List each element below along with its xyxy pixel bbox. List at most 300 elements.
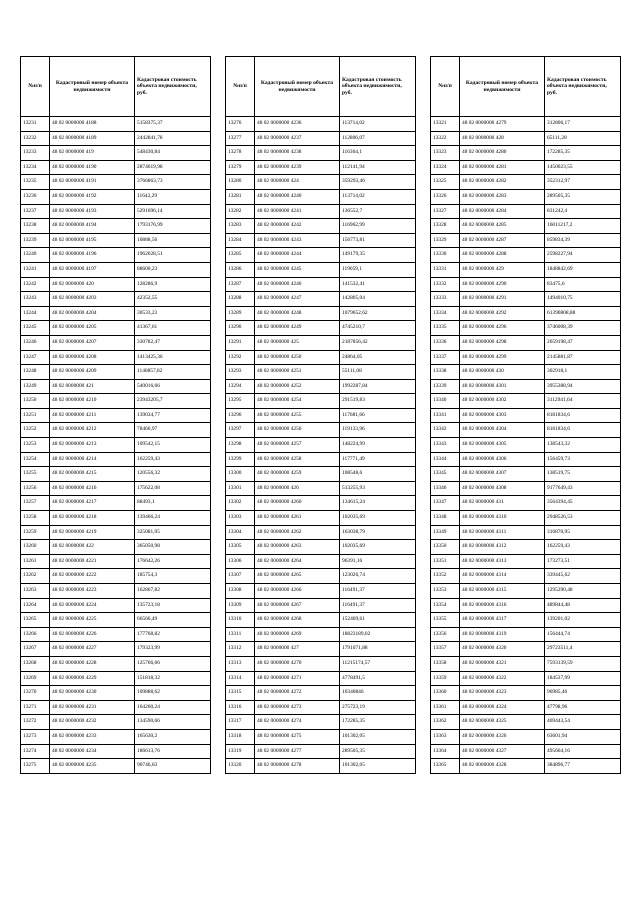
cell-num: 13250 (21, 394, 50, 409)
cell-cadastral-value: 117771,49 (340, 452, 416, 467)
cell-num: 13293 (226, 365, 255, 380)
cell-cadastral-number: 48 02 0000000 4266 (255, 584, 340, 599)
header-num: №п/п (21, 57, 50, 117)
table-row (226, 160, 416, 175)
cell-cadastral-value: 289505,35 (545, 189, 621, 204)
cell-num: 13326 (431, 189, 460, 204)
cell-cadastral-number: 48 02 0000000 4192 (50, 189, 135, 204)
cell-num: 13241 (21, 262, 50, 277)
cell-cadastral-number: 48 02 0000000 4249 (255, 321, 340, 336)
cell-cadastral-value: 63601,94 (545, 729, 621, 744)
cell-cadastral-number: 48 02 0000000 4228 (50, 656, 135, 671)
cell-num: 13260 (21, 540, 50, 555)
cell-num: 13309 (226, 598, 255, 613)
cell-cadastral-number: 48 02 0000000 4231 (50, 700, 135, 715)
cell-cadastral-number: 48 02 0000000 4267 (255, 598, 340, 613)
cell-cadastral-value: 165630,2 (135, 729, 211, 744)
table-row (226, 233, 416, 248)
cell-num: 13296 (226, 408, 255, 423)
cell-cadastral-value: 5158375,37 (135, 117, 211, 132)
table-row (431, 189, 621, 204)
cell-cadastral-number: 48 02 0000000 4281 (460, 160, 545, 175)
cell-cadastral-number: 48 02 0000000 4280 (460, 146, 545, 161)
header-value: Кадастровая стоимость объекта недвижимости, руб. (545, 57, 621, 117)
cell-num: 13287 (226, 277, 255, 292)
cell-num: 13300 (226, 467, 255, 482)
table-row (226, 584, 416, 599)
cell-cadastral-value: 29723511,4 (545, 642, 621, 657)
cell-cadastral-value: 96391,16 (340, 554, 416, 569)
cell-cadastral-number: 48 02 0000000 4235 (50, 759, 135, 774)
cell-cadastral-number: 48 02 0000000 4290 (460, 277, 545, 292)
table-row (21, 306, 211, 321)
cell-num: 13291 (226, 335, 255, 350)
cell-num: 13345 (431, 467, 460, 482)
cell-cadastral-number: 48 02 0000000 4215 (50, 467, 135, 482)
table-row (431, 248, 621, 263)
cell-cadastral-number: 48 02 0000000 4190 (50, 160, 135, 175)
cell-num: 13288 (226, 292, 255, 307)
cell-cadastral-number: 48 02 0000000 4305 (460, 438, 545, 453)
cell-cadastral-value: 3564394,45 (545, 496, 621, 511)
table-row (226, 204, 416, 219)
cell-cadastral-number: 48 02 0000000 4275 (255, 729, 340, 744)
cell-cadastral-number: 48 02 0000000 429 (460, 262, 545, 277)
cell-cadastral-number: 48 02 0000000 4319 (460, 627, 545, 642)
cell-num: 13301 (226, 481, 255, 496)
cell-num: 13362 (431, 715, 460, 730)
cell-num: 13349 (431, 525, 460, 540)
table-row (226, 146, 416, 161)
cell-num: 13311 (226, 627, 255, 642)
table-row (21, 569, 211, 584)
cell-cadastral-value: 175622,08 (135, 481, 211, 496)
table-row (431, 729, 621, 744)
cell-cadastral-value: 359293,46 (340, 175, 416, 190)
cell-num: 13249 (21, 379, 50, 394)
cell-cadastral-number: 48 02 0000000 4261 (255, 511, 340, 526)
table-row (431, 496, 621, 511)
cell-cadastral-number: 48 02 0000000 421 (50, 379, 135, 394)
cell-num: 13315 (226, 686, 255, 701)
cell-cadastral-number: 48 02 0000000 4271 (255, 671, 340, 686)
cell-num: 13321 (431, 117, 460, 132)
header-cadastral: Кадастровый номер объекта недвижимости (50, 57, 135, 117)
table-row (431, 759, 621, 774)
table-row (226, 759, 416, 774)
cell-cadastral-number: 48 02 0000000 4236 (255, 117, 340, 132)
cell-cadastral-number: 48 02 0000000 4210 (50, 394, 135, 409)
cell-num: 13273 (21, 729, 50, 744)
header-cadastral: Кадастровый номер объекта недвижимости (460, 57, 545, 117)
cell-cadastral-number: 48 02 0000000 4263 (255, 540, 340, 555)
cell-cadastral-value: 24864,05 (340, 350, 416, 365)
table-row (21, 540, 211, 555)
cell-num: 13248 (21, 365, 50, 380)
cell-cadastral-value: 1962028,51 (135, 248, 211, 263)
cell-cadastral-value: 11642,29 (135, 189, 211, 204)
table-row (431, 219, 621, 234)
table-row (226, 335, 416, 350)
cell-num: 13322 (431, 131, 460, 146)
cell-cadastral-value: 1791071,88 (340, 642, 416, 657)
cell-cadastral-number: 48 02 0000000 4324 (460, 700, 545, 715)
table-row (21, 350, 211, 365)
cell-cadastral-number: 48 02 0000000 4224 (50, 598, 135, 613)
cell-num: 13344 (431, 452, 460, 467)
cell-cadastral-number: 48 02 0000000 4247 (255, 292, 340, 307)
cell-cadastral-value: 139201,02 (545, 613, 621, 628)
cell-cadastral-number: 48 02 0000000 424 (255, 175, 340, 190)
table-row (226, 525, 416, 540)
table-row (226, 394, 416, 409)
cell-cadastral-value: 302918,1 (545, 365, 621, 380)
cell-num: 13247 (21, 350, 50, 365)
table-row (431, 598, 621, 613)
cell-cadastral-number: 48 02 0000000 4288 (460, 248, 545, 263)
cell-num: 13295 (226, 394, 255, 409)
cell-cadastral-number: 48 02 0000000 4193 (50, 204, 135, 219)
cell-cadastral-number: 48 02 0000000 4270 (255, 656, 340, 671)
cell-num: 13268 (21, 656, 50, 671)
table-row (226, 496, 416, 511)
table-row (226, 656, 416, 671)
table-row (21, 262, 211, 277)
cell-cadastral-value: 5291696,14 (135, 204, 211, 219)
table-row (226, 219, 416, 234)
cell-cadastral-number: 48 02 0000000 4268 (255, 613, 340, 628)
cell-num: 13331 (431, 262, 460, 277)
cell-num: 13244 (21, 306, 50, 321)
table-row (431, 715, 621, 730)
cell-cadastral-value: 149179,35 (340, 248, 416, 263)
cell-cadastral-value: 2187856,42 (340, 335, 416, 350)
cell-cadastral-value: 184537,99 (545, 671, 621, 686)
cell-num: 13252 (21, 423, 50, 438)
cell-num: 13363 (431, 729, 460, 744)
cell-cadastral-number: 48 02 0000000 4292 (460, 306, 545, 321)
cell-num: 13323 (431, 146, 460, 161)
cell-cadastral-number: 48 02 0000000 4242 (255, 219, 340, 234)
cell-cadastral-value: 139466,24 (135, 511, 211, 526)
cell-cadastral-value: 88600,23 (135, 262, 211, 277)
table-row (21, 715, 211, 730)
cell-cadastral-number: 48 02 0000000 4226 (50, 627, 135, 642)
cell-num: 13327 (431, 204, 460, 219)
table-row (21, 467, 211, 482)
cell-num: 13332 (431, 277, 460, 292)
table-row (226, 700, 416, 715)
cell-num: 13333 (431, 292, 460, 307)
cell-num: 13347 (431, 496, 460, 511)
cell-cadastral-number: 48 02 0000000 4312 (460, 540, 545, 555)
cell-cadastral-value: 2948526,53 (545, 511, 621, 526)
cell-num: 13320 (226, 759, 255, 774)
table-row (431, 335, 621, 350)
table-header-row (21, 57, 211, 117)
table-row (431, 131, 621, 146)
table-row (21, 335, 211, 350)
cell-num: 13232 (21, 131, 50, 146)
cell-cadastral-number: 48 02 0000000 4272 (255, 686, 340, 701)
cell-cadastral-value: 2598227,94 (545, 248, 621, 263)
cell-cadastral-value: 101302,05 (340, 759, 416, 774)
table-row (226, 511, 416, 526)
cell-cadastral-value: 152469,61 (340, 613, 416, 628)
cell-cadastral-value: 9177649,43 (545, 481, 621, 496)
cell-num: 13328 (431, 219, 460, 234)
cell-cadastral-value: 134590,66 (135, 715, 211, 730)
cell-num: 13272 (21, 715, 50, 730)
table-row (21, 511, 211, 526)
cell-cadastral-value: 1793176,99 (135, 219, 211, 234)
cell-cadastral-number: 48 02 0000000 4189 (50, 131, 135, 146)
cell-num: 13346 (431, 481, 460, 496)
cell-num: 13246 (21, 335, 50, 350)
cell-cadastral-number: 48 02 0000000 425 (255, 335, 340, 350)
cell-cadastral-value: 2145881,87 (545, 350, 621, 365)
cell-cadastral-number: 48 02 0000000 4232 (50, 715, 135, 730)
cell-cadastral-value: 136552,7 (340, 204, 416, 219)
cell-cadastral-number: 48 02 0000000 4302 (460, 394, 545, 409)
table-row (21, 321, 211, 336)
table-row (226, 262, 416, 277)
cell-cadastral-value: 2442841,78 (135, 131, 211, 146)
cell-cadastral-number: 48 02 0000000 4317 (460, 613, 545, 628)
cell-cadastral-number: 48 02 0000000 4250 (255, 350, 340, 365)
table-row (21, 146, 211, 161)
cell-cadastral-value: 162259,43 (135, 452, 211, 467)
table-row (226, 467, 416, 482)
cell-num: 13353 (431, 584, 460, 599)
table-row (226, 365, 416, 380)
cell-cadastral-number: 48 02 0000000 419 (50, 146, 135, 161)
cell-num: 13235 (21, 175, 50, 190)
cell-num: 13270 (21, 686, 50, 701)
cell-cadastral-value: 548430,84 (135, 146, 211, 161)
table-row (431, 233, 621, 248)
cell-cadastral-value: 8181834,6 (545, 408, 621, 423)
table-row (226, 131, 416, 146)
cell-cadastral-number: 48 02 0000000 4208 (50, 350, 135, 365)
table-row (431, 292, 621, 307)
table-row (226, 350, 416, 365)
table-row (431, 656, 621, 671)
cell-cadastral-value: 330782,47 (135, 335, 211, 350)
cell-num: 13253 (21, 438, 50, 453)
table-row (431, 175, 621, 190)
cell-cadastral-value: 109888,62 (135, 686, 211, 701)
cell-num: 13254 (21, 452, 50, 467)
cell-num: 13245 (21, 321, 50, 336)
cell-cadastral-value: 173273,51 (545, 554, 621, 569)
cell-cadastral-value: 78466,97 (135, 423, 211, 438)
cell-cadastral-value: 88493,1 (135, 496, 211, 511)
table-row (226, 554, 416, 569)
cell-cadastral-value: 172285,35 (340, 715, 416, 730)
table-row (21, 627, 211, 642)
cell-cadastral-number: 48 02 0000000 4244 (255, 248, 340, 263)
cell-cadastral-value: 312806,17 (545, 117, 621, 132)
table-row (431, 160, 621, 175)
cell-cadastral-number: 48 02 0000000 4213 (50, 438, 135, 453)
cell-cadastral-number: 48 02 0000000 4191 (50, 175, 135, 190)
cell-cadastral-value: 176642,26 (135, 554, 211, 569)
cell-cadastral-value: 102035,69 (340, 511, 416, 526)
cell-cadastral-number: 48 02 0000000 4241 (255, 204, 340, 219)
cell-cadastral-number: 48 02 0000000 4262 (255, 525, 340, 540)
cell-cadastral-value: 139034,77 (135, 408, 211, 423)
cell-cadastral-number: 48 02 0000000 4257 (255, 438, 340, 453)
cell-cadastral-value: 1992287,84 (340, 379, 416, 394)
cell-num: 13310 (226, 613, 255, 628)
table-row (431, 117, 621, 132)
table-row (431, 365, 621, 380)
cell-cadastral-number: 48 02 0000000 4207 (50, 335, 135, 350)
cell-cadastral-value: 66566,49 (135, 613, 211, 628)
cell-cadastral-value: 18823189,02 (340, 627, 416, 642)
cell-num: 13256 (21, 481, 50, 496)
cell-cadastral-value: 10340846 (340, 686, 416, 701)
table-row (21, 438, 211, 453)
cell-cadastral-number: 48 02 0000000 4301 (460, 379, 545, 394)
cell-num: 13324 (431, 160, 460, 175)
cell-cadastral-number: 48 02 0000000 4321 (460, 656, 545, 671)
table-row (226, 248, 416, 263)
cell-cadastral-value: 1413425,36 (135, 350, 211, 365)
cell-cadastral-number: 48 02 0000000 4204 (50, 306, 135, 321)
cell-num: 13236 (21, 189, 50, 204)
cell-cadastral-number: 48 02 0000000 4304 (460, 423, 545, 438)
cell-num: 13361 (431, 700, 460, 715)
cell-num: 13299 (226, 452, 255, 467)
cell-cadastral-value: 119133,96 (340, 423, 416, 438)
cell-num: 13341 (431, 408, 460, 423)
table-row (226, 321, 416, 336)
header-num: №п/п (226, 57, 255, 117)
table-row (21, 656, 211, 671)
table-row (21, 233, 211, 248)
cell-cadastral-value: 291519,83 (340, 394, 416, 409)
cell-num: 13274 (21, 744, 50, 759)
cell-cadastral-number: 48 02 0000000 4211 (50, 408, 135, 423)
cell-num: 13267 (21, 642, 50, 657)
cell-cadastral-value: 384896,77 (545, 759, 621, 774)
table-row (431, 146, 621, 161)
cadastral-table-1 (20, 56, 211, 774)
table-row (21, 219, 211, 234)
table-row (431, 321, 621, 336)
cell-cadastral-number: 48 02 0000000 4315 (460, 584, 545, 599)
cell-num: 13305 (226, 540, 255, 555)
table-row (226, 715, 416, 730)
cell-cadastral-value: 3766863,73 (135, 175, 211, 190)
cell-cadastral-number: 48 02 0000000 4313 (460, 554, 545, 569)
table-row (21, 423, 211, 438)
cell-cadastral-number: 48 02 0000000 4327 (460, 744, 545, 759)
cell-cadastral-number: 48 02 0000000 4248 (255, 306, 340, 321)
table-row (226, 175, 416, 190)
cell-num: 13342 (431, 423, 460, 438)
table-row (226, 481, 416, 496)
cell-num: 13340 (431, 394, 460, 409)
cell-cadastral-value: 513255,93 (340, 481, 416, 496)
cell-cadastral-number: 48 02 0000000 4254 (255, 394, 340, 409)
table-row (21, 584, 211, 599)
table-row (431, 394, 621, 409)
cell-cadastral-value: 135723,18 (135, 598, 211, 613)
table-row (226, 540, 416, 555)
cell-cadastral-number: 48 02 0000000 4251 (255, 365, 340, 380)
cell-num: 13264 (21, 598, 50, 613)
table-row (226, 292, 416, 307)
table-row (21, 175, 211, 190)
cell-cadastral-value: 1079652,62 (340, 306, 416, 321)
cell-cadastral-number: 48 02 0000000 4227 (50, 642, 135, 657)
cell-cadastral-number: 48 02 0000000 4274 (255, 715, 340, 730)
cell-cadastral-number: 48 02 0000000 4222 (50, 569, 135, 584)
cell-cadastral-value: 162867,82 (135, 584, 211, 599)
cell-cadastral-value: 117681,66 (340, 408, 416, 423)
cell-num: 13239 (21, 233, 50, 248)
table-row (431, 438, 621, 453)
cell-num: 13364 (431, 744, 460, 759)
cell-num: 13325 (431, 175, 460, 190)
table-row (226, 686, 416, 701)
cell-num: 13242 (21, 277, 50, 292)
table-header-row (226, 57, 416, 117)
cell-cadastral-value: 116491,37 (340, 584, 416, 599)
cell-cadastral-value: 2659198,47 (545, 335, 621, 350)
cell-cadastral-value: 186613,76 (135, 744, 211, 759)
table-row (226, 189, 416, 204)
cell-num: 13238 (21, 219, 50, 234)
cell-cadastral-value: 540016,66 (135, 379, 211, 394)
cell-cadastral-number: 48 02 0000000 4209 (50, 365, 135, 380)
cell-cadastral-number: 48 02 0000000 4239 (255, 160, 340, 175)
table-row (431, 350, 621, 365)
cell-cadastral-value: 116364,1 (340, 146, 416, 161)
cell-num: 13234 (21, 160, 50, 175)
cell-num: 13335 (431, 321, 460, 336)
cell-num: 13284 (226, 233, 255, 248)
table-row (431, 569, 621, 584)
cell-cadastral-value: 185754,3 (135, 569, 211, 584)
cell-cadastral-value: 275723,19 (340, 700, 416, 715)
cell-num: 13265 (21, 613, 50, 628)
cell-num: 13348 (431, 511, 460, 526)
cell-num: 13233 (21, 146, 50, 161)
cell-num: 13329 (431, 233, 460, 248)
cell-cadastral-number: 48 02 0000000 4273 (255, 700, 340, 715)
table-row (21, 131, 211, 146)
cell-cadastral-value: 116962,99 (340, 219, 416, 234)
cell-num: 13360 (431, 686, 460, 701)
cell-num: 13358 (431, 656, 460, 671)
cell-num: 13313 (226, 656, 255, 671)
table-row (226, 598, 416, 613)
cell-cadastral-value: 1848842,69 (545, 262, 621, 277)
cell-cadastral-number: 48 02 0000000 4234 (50, 744, 135, 759)
table-row (21, 117, 211, 132)
cell-cadastral-value: 123026,74 (340, 569, 416, 584)
cell-num: 13338 (431, 365, 460, 380)
cell-cadastral-number: 48 02 0000000 4314 (460, 569, 545, 584)
table-row (21, 481, 211, 496)
table-row (431, 277, 621, 292)
cell-cadastral-value: 156773,81 (340, 233, 416, 248)
cell-cadastral-value: 10888,56 (135, 233, 211, 248)
